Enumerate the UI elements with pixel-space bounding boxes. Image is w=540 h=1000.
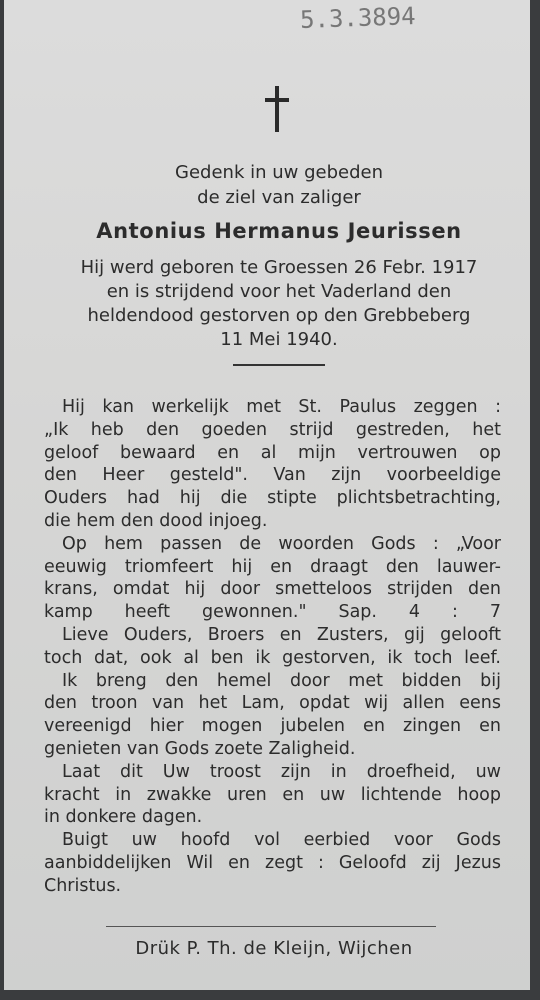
text-line: vereenigd hier mogen jubelen en zingen en	[44, 716, 501, 737]
printer-credit: Drük P. Th. de Kleijn, Wijchen	[135, 938, 413, 959]
text-line: den Heer gesteld". Van zijn voorbeeldige	[44, 465, 501, 486]
text-line: Ouders had hij die stipte plichtsbetrachting,	[44, 488, 501, 509]
latin-cross-icon	[262, 86, 292, 132]
text-line: krans, omdat hij door smetteloos strijden den	[44, 579, 501, 600]
biography-line-3: heldendood gestorven op den Grebbeberg	[87, 305, 471, 326]
text-line: den troon van het Lam, opdat wij allen eens	[44, 693, 501, 714]
divider-top	[233, 364, 325, 366]
divider-bottom	[106, 926, 436, 927]
text-line: Christus.	[44, 875, 122, 896]
text-line: Op hem passen de woorden Gods : „Voor	[62, 533, 501, 554]
text-line: eeuwig triomfeert hij en draagt den lauwer-	[44, 556, 501, 577]
text-line: Hij kan werkelijk met St. Paulus zeggen :	[62, 397, 501, 417]
text-line: Buigt uw hoofd vol eerbied voor Gods	[62, 830, 501, 851]
text-line: toch dat, ook al ben ik gestorven, ik toch leef.	[44, 647, 501, 668]
biography-line-4: 11 Mei 1940.	[220, 329, 338, 350]
archive-number: 5.3.3894	[299, 1, 417, 35]
intro-line-2: de ziel van zaliger	[197, 187, 361, 208]
text-line: aanbiddelijken Wil en zegt : Geloofd zij Jezus	[44, 852, 501, 873]
intro-line-1: Gedenk in uw gebeden	[175, 162, 383, 183]
text-line: die hem den dood injoeg.	[44, 510, 268, 531]
text-line: „Ik heb den goeden strijd gestreden, het	[44, 419, 501, 440]
text-line: geloof bewaard en al mijn vertrouwen op	[44, 442, 501, 463]
text-line: genieten van Gods zoete Zaligheid.	[44, 738, 356, 759]
memorial-text	[44, 396, 501, 898]
text-line: Ik breng den hemel door met bidden bij	[62, 670, 501, 691]
memorial-card	[4, 0, 530, 990]
biography-line-1: Hij werd geboren te Groessen 26 Febr. 1917	[80, 257, 478, 278]
biography-line-2: en is strijdend voor het Vaderland den	[106, 281, 452, 302]
text-line: kamp heeft gewonnen." Sap. 4 : 7	[44, 602, 501, 623]
text-line: kracht in zwakke uren en uw lichtende hoop	[44, 784, 501, 805]
text-line: Laat dit Uw troost zijn in droefheid, uw	[62, 761, 501, 782]
text-line: in donkere dagen.	[44, 807, 203, 828]
deceased-name: Antonius Hermanus Jeurissen	[96, 219, 462, 243]
text-line: Lieve Ouders, Broers en Zusters, gij gelooft	[62, 624, 501, 645]
